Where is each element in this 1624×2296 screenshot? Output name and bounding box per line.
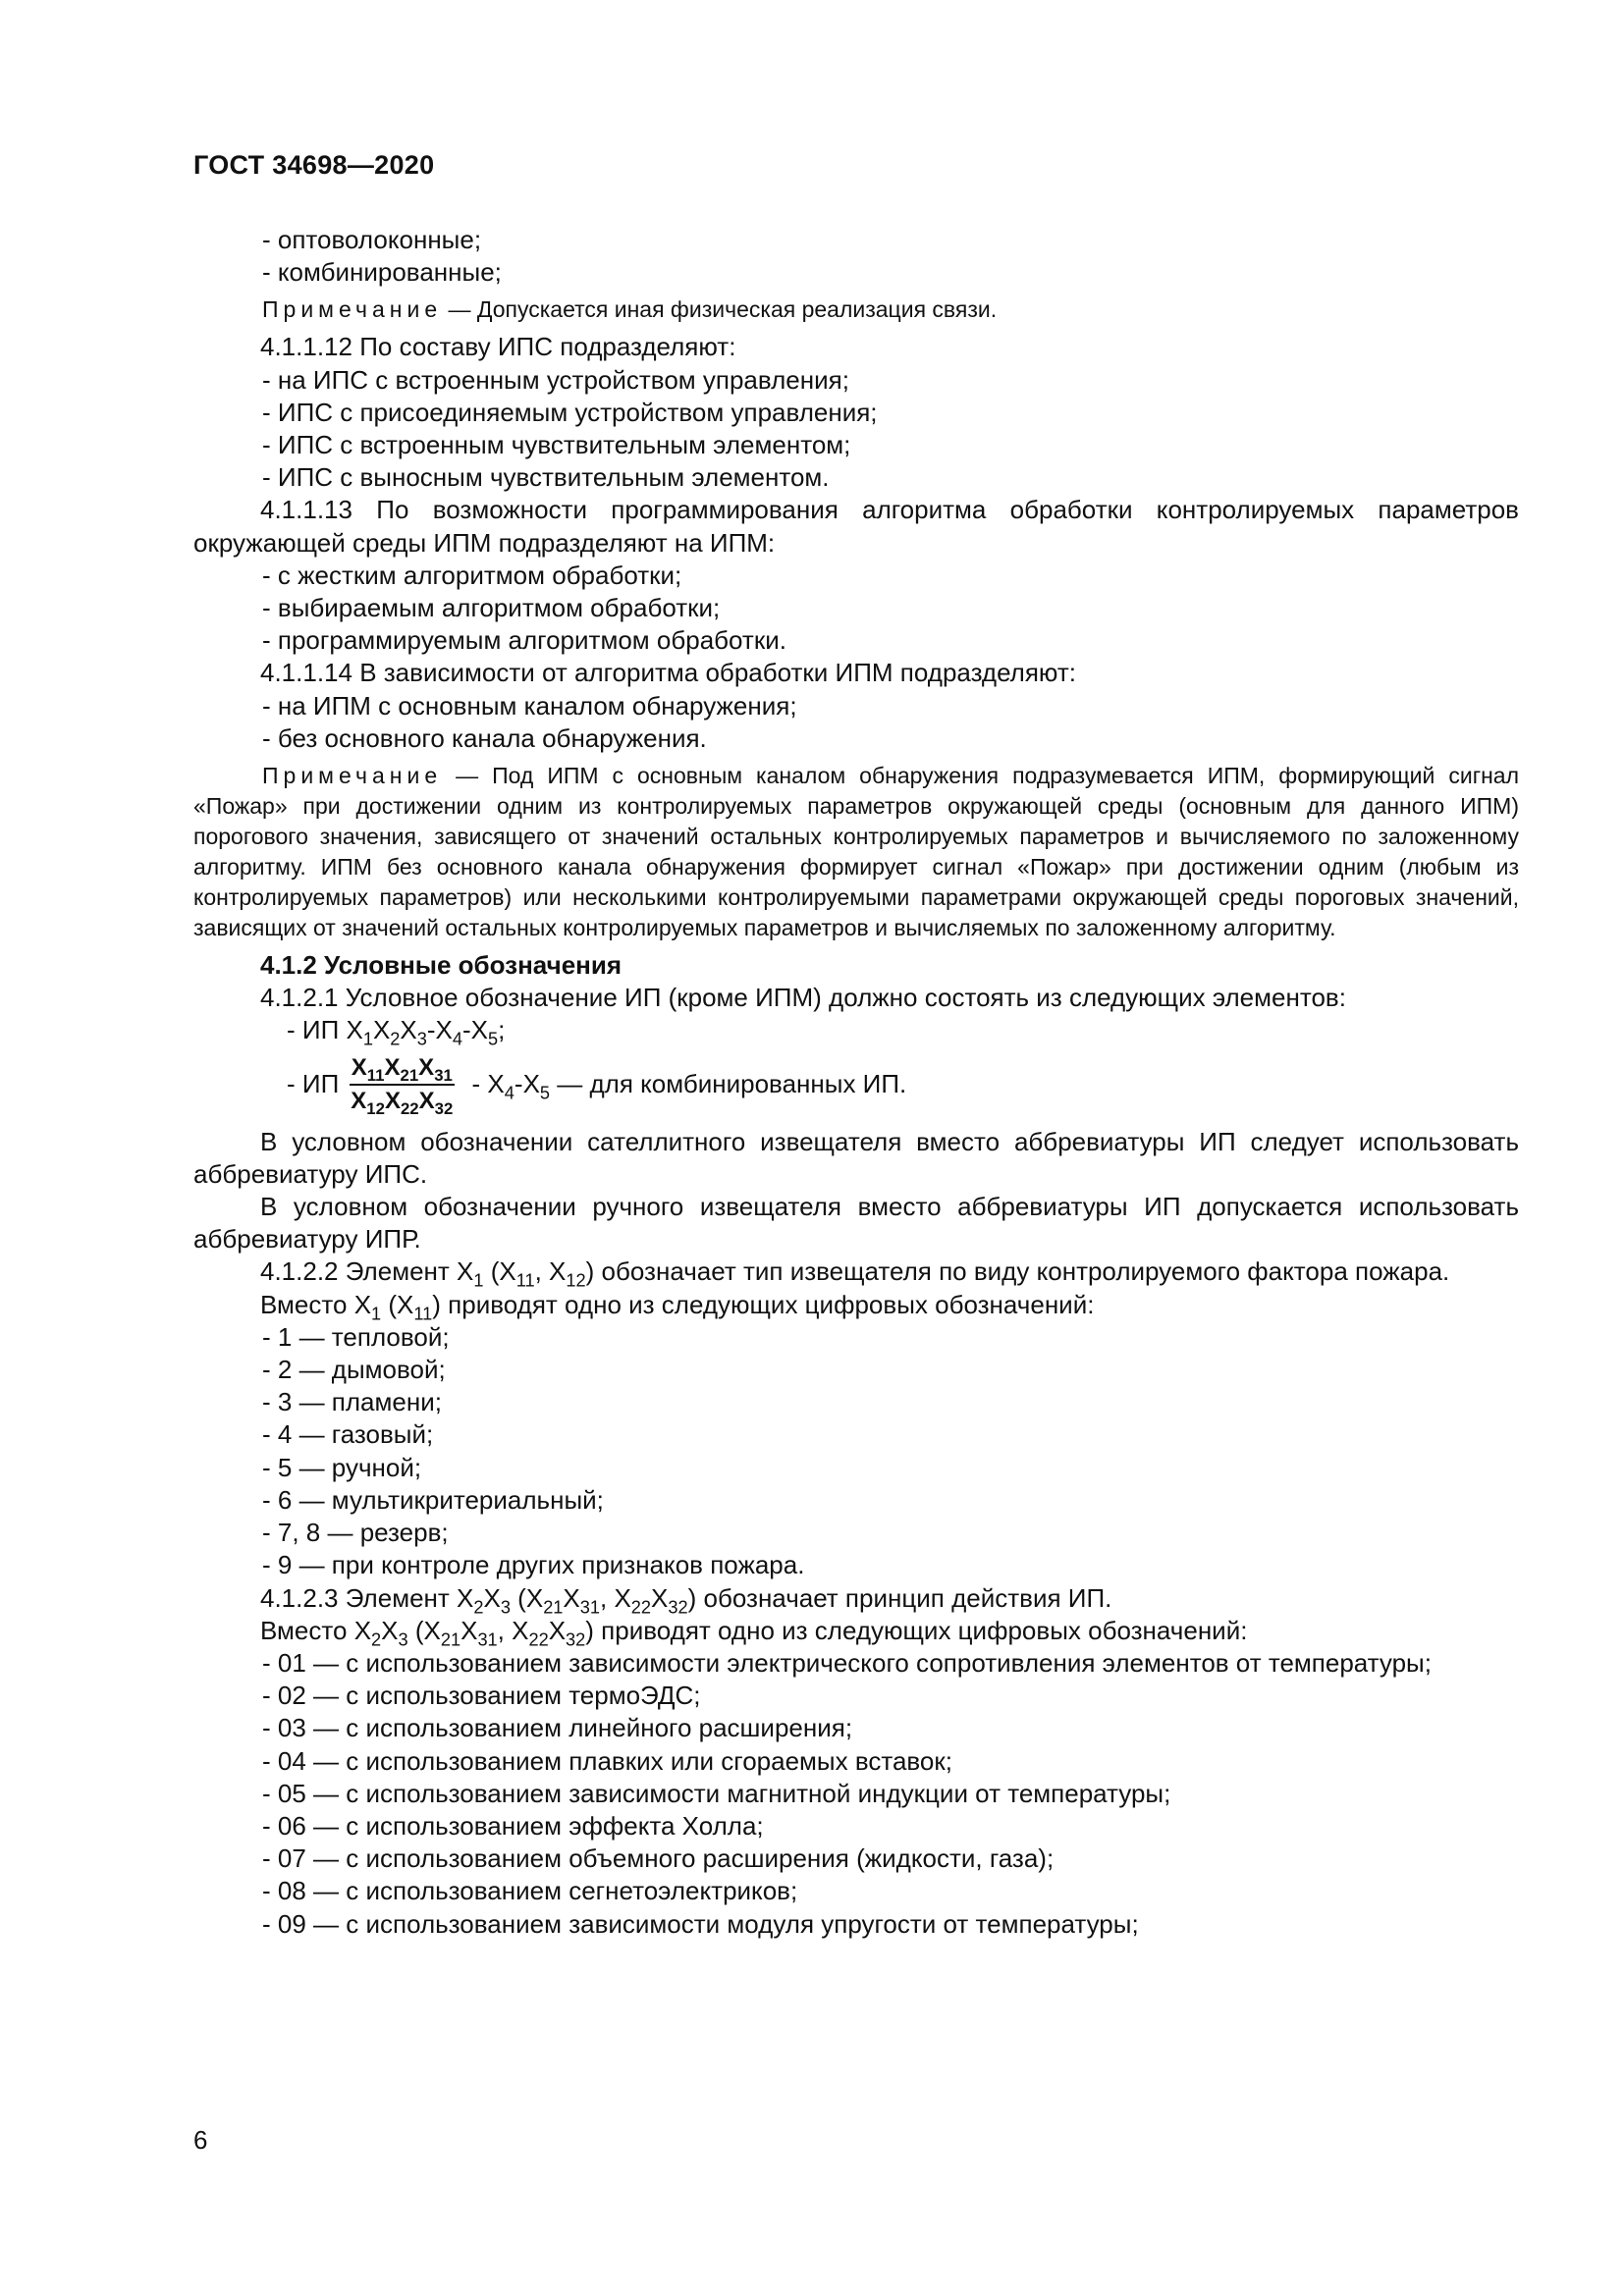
list-item: - программируемым алгоритмом обработки.	[262, 625, 786, 656]
list-item: - 3 — пламени;	[262, 1387, 442, 1417]
note-text: — Под ИПМ с основным каналом обнаружения подразумевается ИПМ, формирующий сигнал «Пожар» при достижении одним из контролируемых параметров окружающей среды (основным для данного ИПМ) порогового значения, зависящего от значений остальных контролируемых параметров и вычисляемого по заложенному алгоритму. ИПМ без основного канала обнаружения формирует сигнал «Пожар» при достижении одним (любым из контролируемых параметров) или несколькими контролируемыми параметрами окружающей среды пороговых значений, зависящих от значений остальных контролируемых параметров и вычисляемых по заложенному алгоритму.	[193, 763, 1519, 941]
clause-4-1-1-13: 4.1.1.13 По возможности программирования алгоритма обработки контролируемых параметров окружающей среды ИПМ подразделяют на ИПМ:	[193, 495, 1519, 558]
list-item: - ИПС с присоединяемым устройством управления;	[262, 397, 878, 427]
list-item: - 04 — с использованием плавких или сгораемых вставок;	[262, 1745, 952, 1776]
list-item: - 06 — с использованием эффекта Холла;	[262, 1810, 764, 1841]
clause-4-1-1-12: 4.1.1.12 По составу ИПС подразделяют:	[260, 332, 736, 362]
page-header: ГОСТ 34698—2020	[193, 150, 435, 180]
list-item: - 08 — с использованием сегнетоэлектриков;	[262, 1876, 798, 1906]
list-item: - 05 — с использованием зависимости магнитной индукции от температуры;	[262, 1778, 1171, 1808]
list-item: - 02 — с использованием термоЭДС;	[262, 1681, 701, 1711]
list-item: - 4 — газовый;	[262, 1419, 434, 1450]
list-item: - 9 — при контроле других признаков пожара.	[262, 1550, 805, 1580]
list-item: - 5 — ручной;	[262, 1452, 422, 1482]
clause-4-1-1-14: 4.1.1.14 В зависимости от алгоритма обработки ИПМ подразделяют:	[260, 658, 1076, 688]
fraction-numerator: $X_{11}X_{21}X_{31}$	[351, 1053, 453, 1085]
list-item: - ИПС с встроенным чувствительным элементом;	[262, 430, 851, 460]
fraction-denominator: $X_{12}X_{22}X_{32}$	[351, 1087, 454, 1118]
clause-4-1-2-2: 4.1.2.2 Элемент $X_1$ ($X_{11}$, $X_{12}$) обозначает тип извещателя по виду контролируемого фактора пожара.	[260, 1256, 1450, 1291]
list-item: - на ИПС с встроенным устройством управления;	[262, 364, 849, 395]
list-item: - 07 — с использованием объемного расширения (жидкости, газа);	[262, 1843, 1055, 1874]
list-item: - 01 — с использованием зависимости электрического сопротивления элементов от температуры;	[262, 1647, 1432, 1678]
note-2	[193, 761, 1519, 943]
list-item: - комбинированные;	[262, 257, 502, 288]
list-item: - 1 — тепловой;	[262, 1321, 450, 1352]
note-text: — Допускается иная физическая реализация связи.	[442, 296, 998, 323]
list-item: - 7, 8 — резерв;	[262, 1518, 449, 1548]
section-heading-4-1-2: 4.1.2 Условные обозначения	[260, 950, 623, 981]
note-label: Примечание	[262, 296, 443, 323]
list-item: - 03 — с использованием линейного расширения;	[262, 1713, 853, 1743]
paragraph-manual: В условном обозначении ручного извещателя вместо аббревиатуры ИП допускается использовать аббревиатуру ИПР.	[193, 1192, 1519, 1255]
list-item: - выбираемым алгоритмом обработки;	[262, 593, 721, 623]
clause-4-1-2-1: 4.1.2.1 Условное обозначение ИП (кроме ИПМ) должно состоять из следующих элементов:	[260, 983, 1346, 1013]
list-item: - без основного канала обнаружения.	[262, 722, 707, 753]
list-item: - 09 — с использованием зависимости модуля упругости от температуры;	[262, 1908, 1139, 1939]
list-item: - 6 — мультикритериальный;	[262, 1484, 604, 1515]
page-content	[193, 224, 1519, 1941]
fraction	[349, 1053, 455, 1116]
list-item: - ИПС с выносным чувствительным элементом.	[262, 462, 830, 493]
page-number: 6	[193, 2125, 208, 2155]
list-item: - оптоволоконные;	[262, 225, 482, 254]
paragraph-x1-codes: Вместо $X_1$ $(X_{11})$ приводят одно из следующих цифровых обозначений:	[260, 1289, 1095, 1324]
clause-4-1-2-3: 4.1.2.3 Элемент $X_2X_3$ ($X_{21}X_{31}$, $X_{22}X_{32}$) обозначает принцип действия ИП.	[260, 1582, 1112, 1617]
paragraph-x2x3-codes: Вместо $X_2X_3$ ($X_{21}X_{31}$, $X_{22}X_{32}$) приводят одно из следующих цифровых обозначений:	[260, 1615, 1248, 1650]
designation-formula-2: - ИП $\frac{X_{11}X_{21}X_{31}}{X_{12}X_{22}X_{32}}$ - $X_4-X_5$ — для комбинированных ИП.	[287, 1053, 907, 1118]
list-item: - на ИПМ с основным каналом обнаружения;	[262, 690, 797, 721]
designation-formula-1: - ИП $X_1X_2X_3-X_4-X_5$;	[287, 1015, 506, 1049]
paragraph-satellite: В условном обозначении сателлитного извещателя вместо аббревиатуры ИП следует использовать аббревиатуру ИПС.	[193, 1126, 1519, 1189]
note-label: Примечание	[262, 763, 443, 789]
list-item: - с жестким алгоритмом обработки;	[262, 560, 682, 590]
note-1	[193, 294, 1519, 325]
list-item: - 2 — дымовой;	[262, 1355, 446, 1385]
